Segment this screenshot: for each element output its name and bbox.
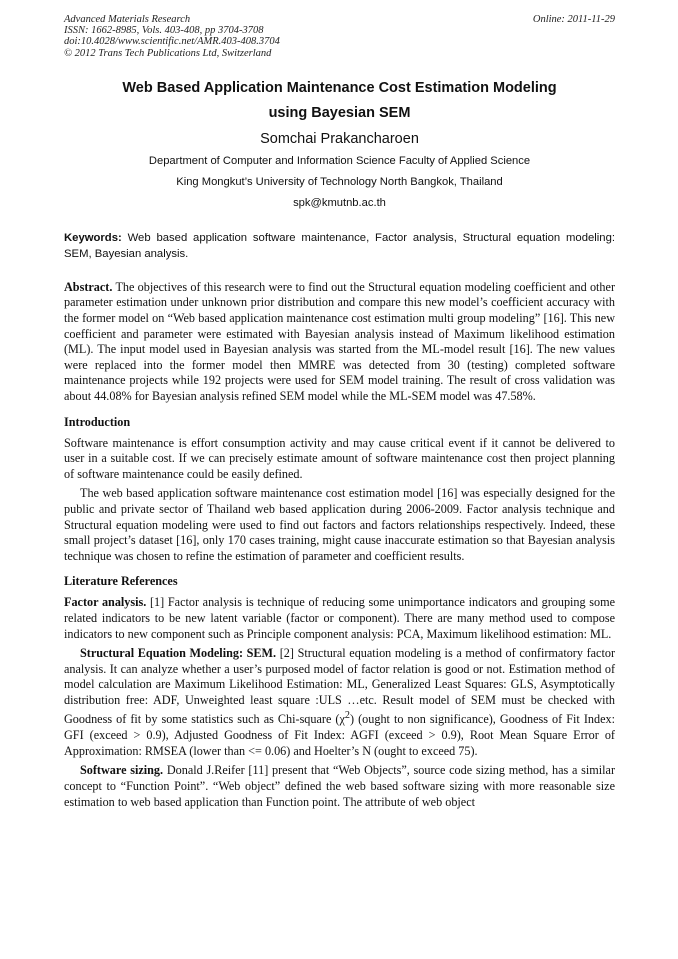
affiliation-line-2: King Mongkut’s University of Technology North Bangkok, Thailand <box>176 175 503 188</box>
author-name: Somchai Prakancharoen <box>260 130 419 147</box>
paper-title <box>64 76 615 126</box>
keywords-block <box>64 230 615 262</box>
online-date: Online: 2011-11-29 <box>532 14 615 25</box>
keywords-label: Keywords: <box>64 231 122 244</box>
factor-analysis-label: Factor analysis. <box>64 595 147 610</box>
sem-text-b: ) (ought to non significance), Goodness of Fit Index: GFI (exceed > 0.9), Adjusted Goodness of Fit Index: AGFI (exceed > 0.9), Root Mean Square Error of Approximation: RMSEA (lower than <= 0.06) and Hoelter’s N (ought to exceed 75). <box>64 712 615 758</box>
journal-header <box>64 14 615 59</box>
sem-label: Structural Equation Modeling: SEM. <box>80 646 277 661</box>
journal-name: Advanced Materials Research <box>64 14 191 25</box>
factor-analysis-text: [1] Factor analysis is technique of reducing some unimportance indicators and grouping some related indicators to be new latent variable (factor or component). There are many method used to compose indicators to new component such as Principle component analysis: PCA, Maximum likelihood estimation: ML. <box>64 595 616 641</box>
intro-paragraph-1: Software maintenance is effort consumption activity and may cause critical event if it cannot be delivered to user in a suitable cost. If we can precisely estimate amount of software maintenance cost then project planning of software maintenance could be easily defined. <box>64 435 615 481</box>
chi-square-superscript: 2 <box>344 710 350 722</box>
software-sizing-text: Donald J.Reifer [11] present that “Web Objects”, source code sizing method, has a similar concept to “Function Point”. “Web object” defined the web based software sizing with more reasonable size estimation to web based application than Function point. The attribute of web object <box>64 763 616 809</box>
affiliation <box>64 151 615 214</box>
title-line-1: Web Based Application Maintenance Cost Estimation Modeling <box>122 79 557 96</box>
copyright-line: © 2012 Trans Tech Publications Ltd, Switzerland <box>64 47 272 59</box>
literature-heading: Literature References <box>64 574 178 589</box>
sem-text-a: [2] Structural equation modeling is a method of confirmatory factor analysis. It can analyze whether a user’s purposed model of factor relation is good or not. Estimation method of model calculation are Maximum Likelihood Estimation: ML, Generalized Least Squares: GLS, Asymptotically distribution free: ADF, Unweighted least square :ULS …etc. Result model of SEM must be checked with Goodness of fit by some statistics such as Chi-square (χ <box>64 646 616 727</box>
affiliation-line-1: Department of Computer and Information Science Faculty of Applied Science <box>148 154 531 167</box>
abstract-label: Abstract. <box>64 279 113 294</box>
abstract-text: The objectives of this research were to find out the Structural equation modeling coefficient and other parameter estimation under unknown prior distribution and compare this new model’s coefficient accuracy with the former model on “Web based application maintenance cost estimation multi group modeling” [16]. This new coefficient and parameter were estimated with Bayesian analysis instead of Maximum likelihood estimation (ML). The input model used in Bayesian analysis was started from the ML-model result [16]. The new values were replaced into the former model then MMRE was detected from 30 (testing) completed software maintenance projects while 192 projects were used for SEM model training. The result of cross validation was about 44.08% for Bayesian analysis refined SEM model while the ML-SEM model was 47.58%. <box>64 279 615 403</box>
issn-line: ISSN: 1662-8985, Vols. 403-408, pp 3704-3708 <box>64 25 264 37</box>
intro-paragraph-2: The web based application software maintenance cost estimation model [16] was especially designed for the public and private sector of Thailand web based application during 2006-2009. Factor analysis technique and Structural equation modeling were used to find out factors and factors relationships respectively. Indeed, these small project’s dataset [16], only 170 cases training, might cause inaccurate estimation so that Bayesian analysis technique was chosen to refine the estimation of parameter and coefficient results. <box>64 486 615 563</box>
software-sizing-paragraph <box>64 763 615 810</box>
software-sizing-label: Software sizing. <box>80 763 164 778</box>
title-line-2: using Bayesian SEM <box>268 104 411 121</box>
introduction-heading: Introduction <box>64 414 131 429</box>
paper-page <box>64 14 615 810</box>
keywords-text: Web based application software maintenance, Factor analysis, Structural equation modeling: SEM, Bayesian analysis. <box>64 231 615 260</box>
author-email: spk@kmutnb.ac.th <box>293 196 386 209</box>
sem-paragraph <box>64 646 615 759</box>
abstract-block <box>64 280 615 405</box>
factor-analysis-paragraph <box>64 595 615 642</box>
doi-line: doi:10.4028/www.scientific.net/AMR.403-408.3704 <box>64 36 280 48</box>
